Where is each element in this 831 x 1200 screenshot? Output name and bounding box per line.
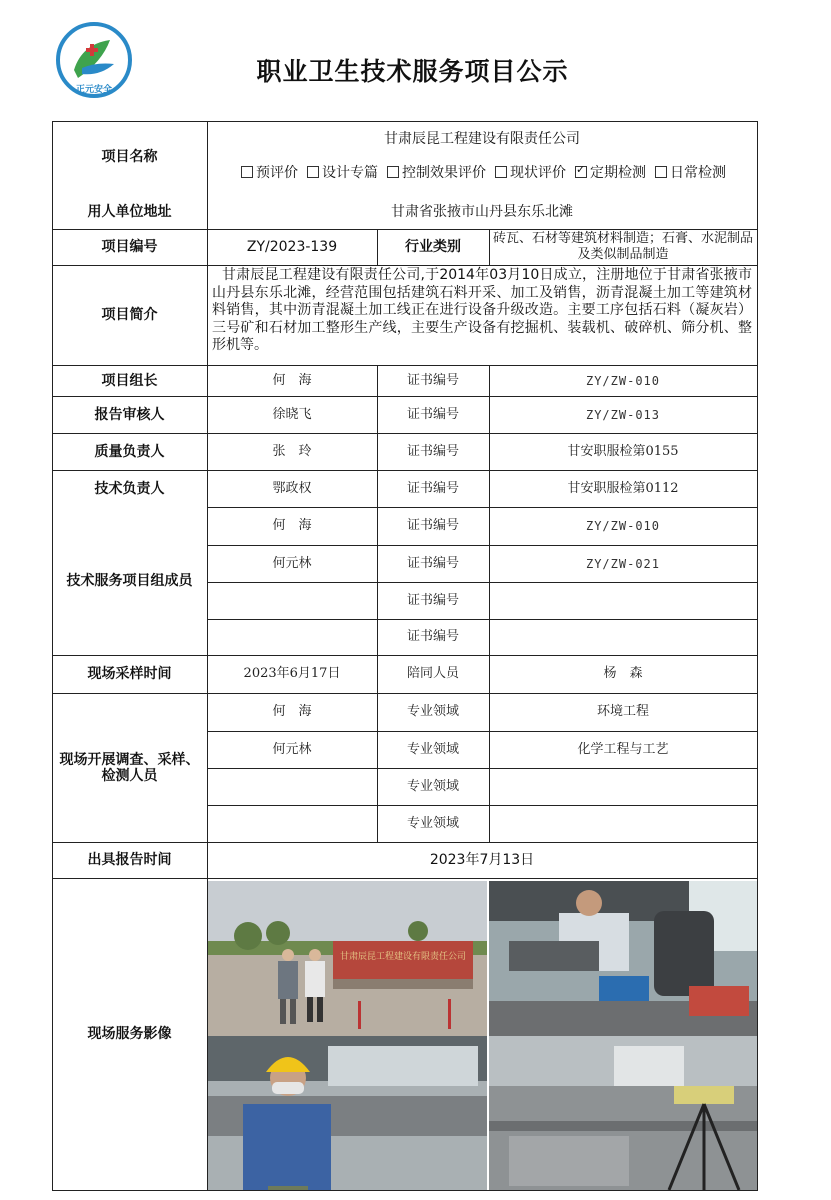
reviewer-cert: ZY/ZW-013 [585, 407, 661, 422]
checked-box-icon [575, 166, 587, 178]
sampling-time: 2023年6月17日 [243, 666, 341, 681]
field-label: 专业领域 [406, 704, 459, 719]
empty-box-icon [655, 166, 667, 178]
leader-label: 项目组长 [101, 372, 158, 389]
evaluation-option [384, 165, 486, 181]
surveyor-field: 化学工程与工艺 [577, 741, 669, 757]
companion-label: 陪同人员 [406, 666, 459, 681]
evaluation-option [572, 165, 646, 181]
empty-box-icon [495, 166, 507, 178]
quality-cert: 甘安职服检第0155 [567, 443, 679, 459]
project-table [52, 121, 758, 1191]
project-number-label: 项目编号 [101, 239, 158, 255]
cert-label: 证书编号 [406, 629, 459, 644]
tech-label: 技术负责人 [94, 480, 165, 497]
evaluation-option-label: 现状评价 [510, 165, 566, 181]
quality-label: 质量负责人 [94, 443, 165, 460]
project-name: 甘肃辰昆工程建设有限责任公司 [384, 131, 580, 147]
project-name-label: 项目名称 [101, 149, 158, 165]
members-label: 技术服务项目组成员 [66, 573, 193, 589]
evaluation-option [304, 165, 378, 181]
address-value: 甘肃省张掖市山丹县东乐北滩 [391, 204, 573, 220]
sampling-time-label: 现场采样时间 [87, 666, 172, 682]
reviewer-name: 徐晓飞 [272, 406, 312, 422]
evaluation-option-label: 定期检测 [590, 165, 646, 181]
empty-box-icon [387, 166, 399, 178]
address-label: 用人单位地址 [87, 204, 172, 220]
evaluation-option-label: 设计专篇 [322, 165, 378, 181]
industry-value: 砖瓦、石材等建筑材料制造；石膏、水泥制品及类似制品制造 [492, 231, 753, 262]
companion-name: 杨 森 [603, 666, 643, 681]
sign-text: 甘肃辰昆工程建设有限责任公司 [339, 952, 467, 962]
industry-label: 行业类别 [405, 239, 461, 255]
photos-label: 现场服务影像 [87, 1026, 172, 1042]
project-number: ZY/2023-139 [246, 239, 338, 255]
cert-label: 证书编号 [406, 372, 459, 388]
cert-label: 证书编号 [406, 480, 459, 496]
member-cert: ZY/ZW-021 [585, 556, 661, 571]
site-photo-cab [489, 881, 757, 1036]
evaluation-option-label: 控制效果评价 [402, 165, 486, 181]
page-title: 职业卫生技术服务项目公示 [256, 57, 569, 86]
site-photo-team [208, 881, 487, 1036]
surveyor-field: 环境工程 [596, 704, 649, 719]
tech-name: 鄂政权 [272, 480, 312, 496]
quality-name: 张 玲 [272, 443, 312, 459]
evaluation-option-label: 日常检测 [670, 165, 726, 181]
site-photo-instrument [489, 1036, 757, 1190]
evaluation-option [492, 165, 566, 181]
cert-label: 证书编号 [406, 592, 459, 608]
cert-label: 证书编号 [406, 406, 459, 422]
cert-label: 证书编号 [406, 443, 459, 459]
report-date-label: 出具报告时间 [87, 852, 172, 868]
reviewer-label: 报告审核人 [94, 406, 165, 423]
leader-cert: ZY/ZW-010 [585, 373, 661, 388]
surveyor-name: 何元林 [272, 741, 312, 757]
field-label: 专业领域 [406, 778, 459, 794]
report-date: 2023年7月13日 [429, 852, 535, 868]
evaluation-option [238, 165, 298, 181]
member-name: 何 海 [272, 518, 312, 533]
intro-label: 项目简介 [101, 307, 158, 323]
cert-label: 证书编号 [406, 518, 459, 533]
evaluation-option-label: 预评价 [256, 165, 298, 181]
site-photo-worker [208, 1036, 487, 1190]
empty-box-icon [307, 166, 319, 178]
field-label: 专业领域 [406, 815, 459, 831]
member-name: 何元林 [272, 555, 312, 571]
empty-box-icon [241, 166, 253, 178]
evaluation-option [652, 165, 726, 181]
cert-label: 证书编号 [406, 555, 459, 571]
surveyors-label: 现场开展调查、采样、检测人员 [59, 751, 200, 784]
evaluation-type-options [207, 159, 757, 187]
field-label: 专业领域 [406, 741, 459, 757]
member-cert: ZY/ZW-010 [585, 519, 661, 533]
surveyor-name: 何 海 [272, 704, 312, 719]
logo-caption: 正元安全 [75, 85, 113, 95]
leader-name: 何 海 [272, 372, 312, 388]
tech-cert: 甘安职服检第0112 [567, 480, 679, 496]
intro-text: 甘肃辰昆工程建设有限责任公司,于2014年03月10日成立，注册地位于甘肃省张掖市山丹县东乐北滩，经营范围包括建筑石料开采、加工及销售，沥青混凝土加工等建筑材料销售，其中沥青混凝土加工线正在进行设备升级改造。主要工序包括石料（凝灰岩）三号矿和石材加工整形生产线，主要生产设备有挖掘机、装载机、破碎机、筛分机、整形机等。 [212, 267, 752, 353]
